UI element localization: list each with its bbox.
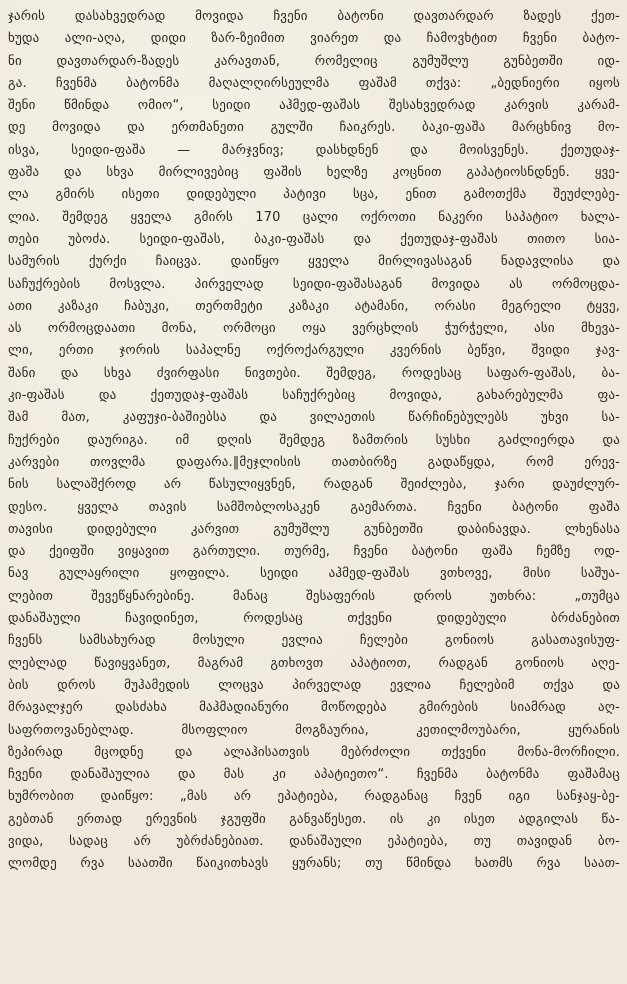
text-line-16: ლი, ერთი ჯორის საპალნე ოქროქარგული კვერნის ბეწვი, შვიდი ჯავ- bbox=[8, 343, 620, 359]
text-line-33: საფრთოვანებლად. მსოფლიო მოგზაურია, კეთილმოუბარი, ყურანის bbox=[8, 722, 620, 738]
text-line-28: დანაშაული ჩავიდინეთ, როდესაც თქვენი დიდებული ბრძანებით bbox=[8, 611, 620, 627]
text-line-30: ლებლად წავიყვანეთ, მაგრამ გთხოვთ აპატიოთ, რადგან გონიოს აღე- bbox=[8, 655, 620, 671]
text-line-12: სამურის ქურქი ჩაიცვა. დაიწყო ყველა მირლივასაგან ნადავლისა და bbox=[8, 254, 620, 270]
text-line-3: ნი დავთარდარ-ზადეს კარავთან, რომელიც გუმუშლუ გუნბეთში იდ- bbox=[8, 53, 620, 69]
text-line-15: ას ორმოცდაათი მონა, ორმოცი ოყა ვერცხლის ჭურჭელი, ასი მხევა- bbox=[8, 321, 620, 337]
text-line-18: კი-ფაშას და ქეთუდაჯ-ფაშას საჩუქრებიც მოვიდა, გახარებულმა ფა- bbox=[8, 388, 620, 404]
text-line-24: თავისი დიდებული კარვით გუმუშლუ გუნბეთში დაბინავდა. ლხენასა bbox=[8, 521, 620, 537]
text-line-32: მრავალჯერ დასძახა მაჰმადიანური მოწოდება გმირების სიამრად აღ- bbox=[8, 700, 620, 716]
text-line-4: გა. ჩვენმა ბატონმა მაღალღირსეულმა ფაშამ თქვა: „ბედნიერი იყოს bbox=[8, 75, 620, 91]
text-line-6: დე მოვიდა და ერთმანეთი გულში ჩაიკრეს. ბაკი-ფაშა მარცხნივ მო- bbox=[8, 120, 620, 136]
text-line-13: საჩუქრების მოსვლა. პირველად სეიდი-ფაშასაგან მოვიდა ას ორმოცდა- bbox=[8, 276, 620, 292]
text-line-36: ხუმრობით დაიწყო: „მას არ ეპატიება, რადგანაც ჩვენ იგი სანჯაყ-ბე- bbox=[8, 789, 620, 805]
text-line-35: ჩვენი დანაშაულია და მას კი აპატიეთო“. ჩვენმა ბატონმა ფაშამაც bbox=[8, 767, 620, 783]
text-line-22: ნის სალაშქროდ არ წასულიყვნენ, რადგან შეიძლება, ჯარი დაუძლურ- bbox=[8, 477, 620, 493]
text-line-21: კარვები თოვლმა დაფარა.‖მეჯლისის თათბირზე გადაწყდა, რომ ერევ- bbox=[8, 454, 620, 470]
text-line-11: თები უბოძა. სეიდი-ფაშას, ბაკი-ფაშას და ქეთუდაჯ-ფაშას თითო სია- bbox=[8, 231, 620, 247]
text-line-5: შენი წმინდა ომიო“, სეიდი აჰმედ-ფაშას შესახვედრად კარვის კარამ- bbox=[8, 98, 620, 114]
text-line-19: შამ მათ, კაფუჯი-ბაშიებსა და ვილაეთის წარჩინებულებს უხვი სა- bbox=[8, 410, 620, 426]
text-line-38: ვიდა, სადაც არ უბრძანებიათ. დანაშაული ეპატიება, თუ თავიდან ბო- bbox=[8, 833, 620, 849]
text-line-29: ჩვენს სამსახურად მოსული ევლია ჩელები გონიოს გასათავისუფ- bbox=[8, 633, 620, 649]
text-line-17: შანი და სხვა ძვირფასი ნივთები. შემდეგ, როდესაც საფარ-ფაშას, ბა- bbox=[8, 365, 620, 381]
text-line-9: ლა გმირს ისეთი დიდებული პატივი სცა, ენით გამოთქმა შეუძლებე- bbox=[8, 187, 620, 203]
text-line-10: ლია. შემდეგ ყველა გმირს 170 ცალი ოქროთი ნაკერი საპატიო ხალა- bbox=[8, 209, 620, 225]
text-line-25: და ქეიფში ვიყავით გართული. თურმე, ჩვენი ბატონი ფაშა ჩემზე ოდ- bbox=[8, 544, 620, 560]
text-line-26: ნავ გულაყრილი ყოფილა. სეიდი აჰმედ-ფაშას ვთხოვე, მისი საშუა- bbox=[8, 566, 620, 582]
text-line-27: ლებით შევეწყნარებინე. მანაც შესაფერის დროს უთხრა: „თუმცა bbox=[8, 588, 620, 604]
text-line-14: ათი კაზაკი ჩაბუკი, თერთმეტი კაზაკი ატამანი, ორასი მეგრელი ტყვე, bbox=[8, 298, 620, 314]
text-line-2: ხუდა ალი-აღა, დიდი ზარ-ზეიმით ვიარეთ და ჩამოვხტით ჩვენი ბატო- bbox=[8, 31, 620, 47]
text-line-1: ჯარის დასახვედრად მოვიდა ჩვენი ბატონი დავთარდარ ზადეს ქეთ- bbox=[8, 9, 620, 24]
text-line-31: ბის დროს მუჰამედის ლოცვა პირველად ევლია ჩელებიმ თქვა და bbox=[8, 677, 620, 693]
body-text bbox=[8, 6, 620, 876]
text-line-37: გებთან ერთად ერევნის ჯგუფში განვაწესეთ. ის კი ისეთ ადგილას წა- bbox=[8, 811, 620, 827]
text-line-20: ჩუქრები დაურიგა. იმ დღის შემდეგ ზამთრის სუსხი გაძლიერდა და bbox=[8, 432, 620, 448]
text-line-8: ფაშა და სხვა მირლივებიც ფაშის ხელზე კოცნით გაპატიოსნდნენ. ყვე- bbox=[8, 165, 620, 181]
text-line-39: ლომდე რვა საათში წაიკითხავს ყურანს; თუ წმინდა ხათმს რვა საათ- bbox=[8, 856, 620, 872]
text-line-7: ისვა, სეიდი-ფაშა — მარჯვნივ; დასხდნენ და მოისვენეს. ქეთუდაჯ- bbox=[8, 142, 620, 158]
text-line-23: დესო. ყველა თავის სამშობლოსაკენ გაემართა. ჩვენი ბატონი ფაშა bbox=[8, 499, 620, 515]
text-line-34: ზეპირად მცოდნე და ალაჰისათვის მებრძოლი თქვენი მონა-მორჩილი. bbox=[8, 744, 620, 760]
